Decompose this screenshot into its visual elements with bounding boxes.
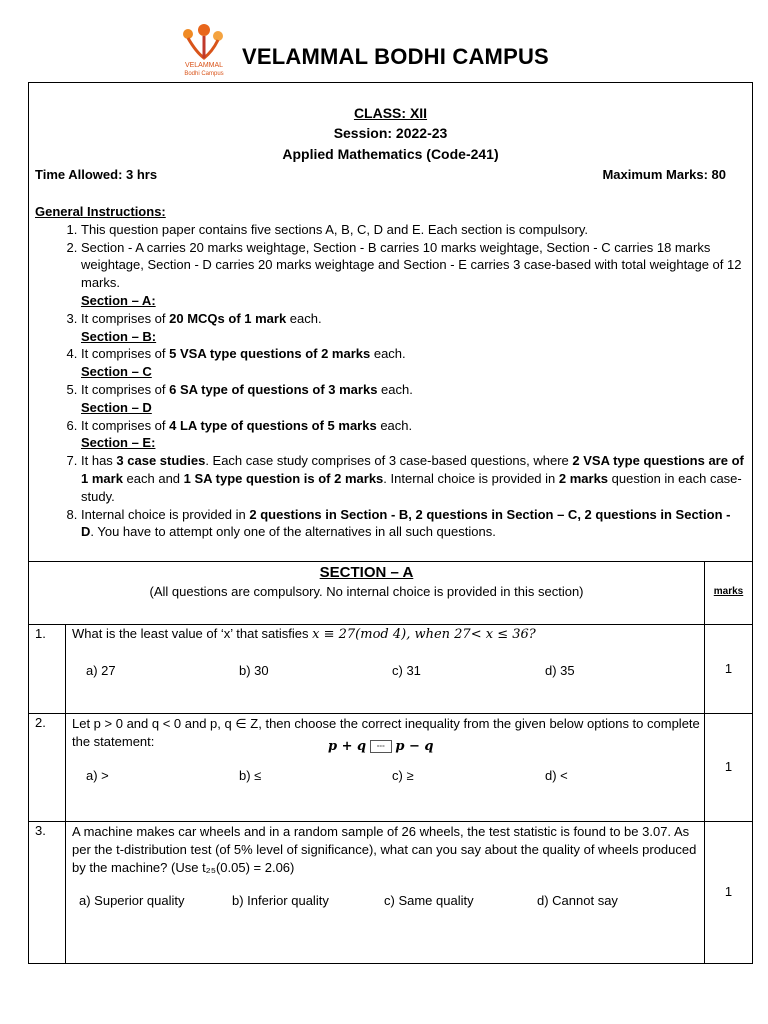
q1-option-a: a) 27 xyxy=(86,663,116,678)
instruction-3: 3. It comprises of 20 MCQs of 1 mark each. xyxy=(81,310,747,328)
maximum-marks: Maximum Marks: 80 xyxy=(602,167,726,182)
q3-question-cell xyxy=(65,821,705,964)
q1-marks-cell xyxy=(704,624,753,714)
q1-option-b: b) 30 xyxy=(239,663,269,678)
section-b-heading: Section – B: xyxy=(81,328,157,344)
instruction-2: 2. Section - A carries 20 marks weightage, Section - B carries 10 marks weightage, Section - C carries 18 marks weightage, Section - D carries 20 marks weightage and Section - E carries 3 case-based with total weightage of 12 marks. xyxy=(81,239,747,292)
section-a-note: (All questions are compulsory. No internal choice is provided in this section) xyxy=(149,584,584,599)
q2-option-b: b) ≤ xyxy=(239,768,262,783)
q1-number: 1. xyxy=(35,626,46,641)
q3-option-a: a) Superior quality xyxy=(79,893,185,908)
svg-text:Bodhi Campus: Bodhi Campus xyxy=(184,71,224,77)
svg-text:VELAMMAL: VELAMMAL xyxy=(184,62,224,69)
q3-option-b: b) Inferior quality xyxy=(232,893,329,908)
q2-number: 2. xyxy=(35,715,46,730)
instructions-title: General Instructions: xyxy=(35,204,166,219)
section-a-header xyxy=(28,561,705,625)
q2-option-d: d) < xyxy=(545,768,568,783)
q2-number-cell xyxy=(28,713,66,822)
instruction-8: 8. Internal choice is provided in 2 questions in Section - B, 2 questions in Section – C, 2 questions in Section - D. You have to attempt only one of the alternatives in all such questions. xyxy=(81,506,747,542)
q3-number: 3. xyxy=(35,823,46,838)
class-label: CLASS: XII xyxy=(353,105,428,121)
instruction-1: 1. This question paper contains five sections A, B, C, D and E. Each section is compulsory. xyxy=(81,221,747,239)
q1-marks: 1 xyxy=(724,661,733,676)
q2-marks: 1 xyxy=(724,759,733,774)
q3-text: A machine makes car wheels and in a random sample of 26 wheels, the test statistic is found to be 3.07. As per the t-distribution test (of 5% level of significance), what can you say about the quality of wheels produced by the machine? (Use t₂₅(0.05) = 2.06) xyxy=(72,824,697,875)
section-e-heading: Section – E: xyxy=(81,435,156,451)
instructions-box xyxy=(28,82,753,562)
section-d-heading: Section – D xyxy=(81,399,152,415)
q3-option-c: c) Same quality xyxy=(384,893,474,908)
q2-expression: p + q --- p − q xyxy=(328,739,434,754)
time-allowed: Time Allowed: 3 hrs xyxy=(35,167,158,182)
instruction-6: 6. It comprises of 4 LA type of questions of 5 marks each. xyxy=(81,417,747,435)
section-c-heading: Section – C xyxy=(81,364,152,380)
instruction-4: 4. It comprises of 5 VSA type questions of 2 marks each. xyxy=(81,345,747,363)
q2-question-cell xyxy=(65,713,705,822)
marks-header-cell xyxy=(704,561,753,625)
instruction-7: 7. It has 3 case studies. Each case study comprises of 3 case-based questions, where 2 VSA type questions are of 1 mark each and 1 SA type question is of 2 marks. Internal choice is provided in 2 marks question in each case-study. xyxy=(81,452,747,505)
q1-question-cell xyxy=(65,624,705,714)
section-a-heading: Section – A: xyxy=(81,292,156,308)
q1-number-cell xyxy=(28,624,66,714)
section-a-title: SECTION – A xyxy=(319,564,414,581)
q2-marks-cell xyxy=(704,713,753,822)
q3-marks-cell xyxy=(704,821,753,964)
school-name: VELAMMAL BODHI CAMPUS xyxy=(242,44,549,69)
q3-option-d: d) Cannot say xyxy=(537,893,618,908)
q1-text: What is the least value of ‘x’ that satisfies x ≡ 27(mod 4), when 27< x ≤ 36? xyxy=(72,626,536,642)
q1-option-d: d) 35 xyxy=(545,663,575,678)
q2-option-a: a) > xyxy=(86,768,109,783)
subject-label: Applied Mathematics (Code-241) xyxy=(282,146,499,162)
q2-option-c: c) ≥ xyxy=(392,768,414,783)
q3-marks: 1 xyxy=(724,884,733,899)
q1-option-c: c) 31 xyxy=(392,663,421,678)
general-instructions xyxy=(35,203,747,541)
instruction-5: 5. It comprises of 6 SA type of questions of 3 marks each. xyxy=(81,381,747,399)
q3-number-cell xyxy=(28,821,66,964)
q2-text: Let p > 0 and q < 0 and p, q ∈ Z, then choose the correct inequality from the given below options to complete the statement: xyxy=(72,716,700,749)
marks-header: marks xyxy=(713,586,744,597)
school-logo xyxy=(178,22,230,80)
session-label: Session: 2022-23 xyxy=(333,125,448,141)
q2-blank-box: --- xyxy=(370,740,392,753)
